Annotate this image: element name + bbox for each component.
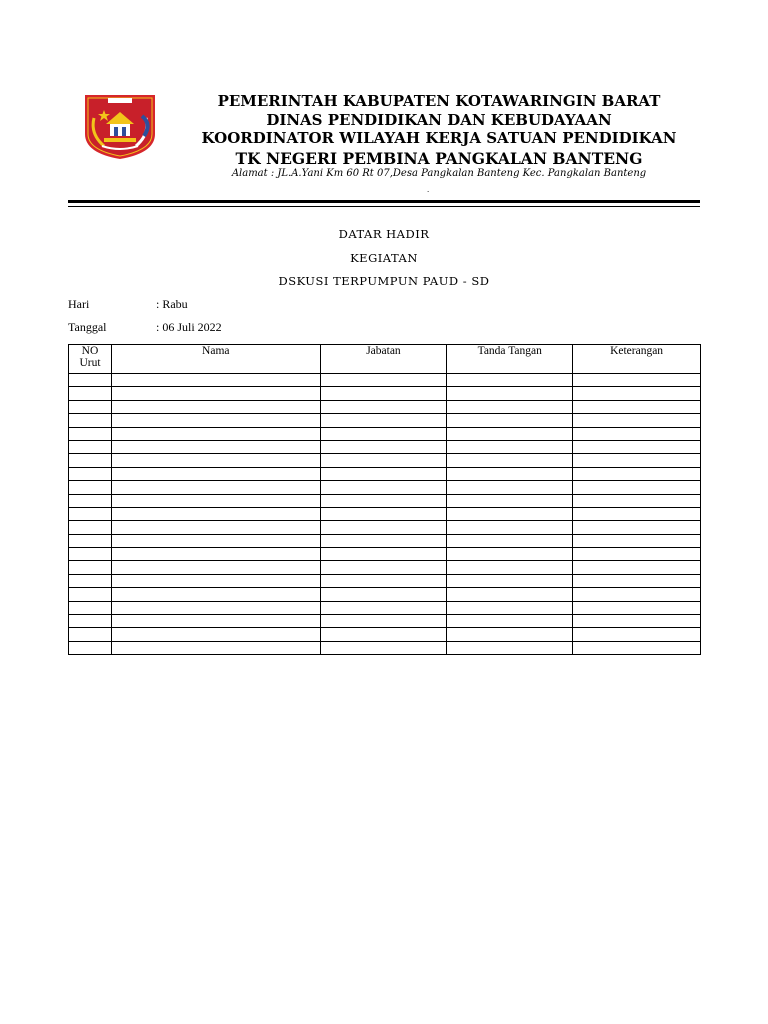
table-cell[interactable]	[69, 387, 112, 400]
table-cell[interactable]	[111, 628, 320, 641]
table-cell[interactable]	[573, 427, 701, 440]
table-cell[interactable]	[573, 601, 701, 614]
table-cell[interactable]	[69, 548, 112, 561]
table-cell[interactable]	[111, 427, 320, 440]
table-cell[interactable]	[320, 548, 447, 561]
table-cell[interactable]	[320, 615, 447, 628]
table-cell[interactable]	[447, 641, 573, 654]
table-cell[interactable]	[320, 481, 447, 494]
table-cell[interactable]	[573, 494, 701, 507]
table-cell[interactable]	[447, 561, 573, 574]
table-cell[interactable]	[69, 601, 112, 614]
table-cell[interactable]	[320, 507, 447, 520]
table-row	[69, 588, 701, 601]
table-row	[69, 481, 701, 494]
table-cell[interactable]	[447, 467, 573, 480]
table-cell[interactable]	[111, 440, 320, 453]
table-cell[interactable]	[320, 588, 447, 601]
hari-value: : Rabu	[156, 297, 188, 311]
table-row	[69, 521, 701, 534]
table-cell[interactable]	[111, 574, 320, 587]
table-cell[interactable]	[111, 481, 320, 494]
table-row	[69, 548, 701, 561]
activity-name: DSKUSI TERPUMPUN PAUD - SD	[278, 274, 490, 288]
table-cell[interactable]	[573, 628, 701, 641]
table-cell[interactable]	[111, 548, 320, 561]
table-cell[interactable]	[111, 615, 320, 628]
table-row	[69, 494, 701, 507]
table-cell[interactable]	[573, 561, 701, 574]
table-cell[interactable]	[573, 481, 701, 494]
table-cell[interactable]	[111, 454, 320, 467]
table-row	[69, 641, 701, 654]
table-cell[interactable]	[447, 548, 573, 561]
tanggal-value: : 06 Juli 2022	[156, 320, 222, 334]
table-cell[interactable]	[320, 414, 447, 427]
table-cell[interactable]	[69, 521, 112, 534]
table-cell[interactable]	[573, 400, 701, 413]
table-cell[interactable]	[69, 427, 112, 440]
table-cell[interactable]	[69, 561, 112, 574]
table-cell[interactable]	[111, 534, 320, 547]
table-cell[interactable]	[111, 561, 320, 574]
table-row	[69, 507, 701, 520]
header-government-line: PEMERINTAH KABUPATEN KOTAWARINGIN BARAT	[217, 92, 661, 110]
table-cell[interactable]	[573, 374, 701, 387]
table-cell[interactable]	[69, 574, 112, 587]
table-cell[interactable]	[69, 628, 112, 641]
table-cell[interactable]	[447, 400, 573, 413]
table-cell[interactable]	[573, 454, 701, 467]
table-cell[interactable]	[69, 641, 112, 654]
column-header-no-urut: NO Urut	[69, 345, 112, 374]
table-cell[interactable]	[573, 467, 701, 480]
table-cell[interactable]	[447, 534, 573, 547]
table-cell[interactable]	[320, 374, 447, 387]
table-row	[69, 414, 701, 427]
hari-label: Hari	[68, 297, 90, 311]
table-cell[interactable]	[69, 400, 112, 413]
table-cell[interactable]	[111, 414, 320, 427]
table-cell[interactable]	[69, 481, 112, 494]
table-cell[interactable]	[111, 521, 320, 534]
header-school-name: TK NEGERI PEMBINA PANGKALAN BANTENG	[235, 149, 643, 168]
table-cell[interactable]	[573, 521, 701, 534]
table-row	[69, 440, 701, 453]
table-cell[interactable]	[573, 534, 701, 547]
table-row	[69, 387, 701, 400]
table-cell[interactable]	[573, 588, 701, 601]
table-cell[interactable]	[111, 374, 320, 387]
table-cell[interactable]	[447, 427, 573, 440]
table-cell[interactable]	[573, 440, 701, 453]
table-cell[interactable]	[573, 548, 701, 561]
table-header-row	[69, 345, 701, 374]
table-cell[interactable]	[69, 615, 112, 628]
document-title: DATAR HADIR	[338, 227, 430, 241]
table-row	[69, 574, 701, 587]
table-cell[interactable]	[573, 414, 701, 427]
table-cell[interactable]	[111, 387, 320, 400]
table-cell[interactable]	[447, 507, 573, 520]
header-dot: .	[427, 186, 430, 194]
table-cell[interactable]	[447, 574, 573, 587]
table-row	[69, 400, 701, 413]
table-cell[interactable]	[320, 628, 447, 641]
table-row	[69, 534, 701, 547]
table-row	[69, 628, 701, 641]
column-header-jabatan: Jabatan	[320, 345, 447, 374]
table-cell[interactable]	[320, 440, 447, 453]
table-cell[interactable]	[111, 641, 320, 654]
table-cell[interactable]	[447, 628, 573, 641]
attendance-table	[68, 344, 701, 655]
table-row	[69, 467, 701, 480]
attendance-table-body	[69, 374, 701, 655]
tanggal-label: Tanggal	[68, 320, 107, 334]
table-cell[interactable]	[320, 561, 447, 574]
table-cell[interactable]	[573, 387, 701, 400]
table-row	[69, 454, 701, 467]
table-cell[interactable]	[573, 574, 701, 587]
table-cell[interactable]	[447, 374, 573, 387]
table-row	[69, 427, 701, 440]
column-header-tanda-tangan: Tanda Tangan	[447, 345, 573, 374]
table-cell[interactable]	[111, 467, 320, 480]
table-cell[interactable]	[573, 615, 701, 628]
table-cell[interactable]	[69, 588, 112, 601]
table-cell[interactable]	[111, 601, 320, 614]
table-cell[interactable]	[320, 400, 447, 413]
table-cell[interactable]	[447, 440, 573, 453]
header-divider-thick	[68, 200, 700, 203]
table-cell[interactable]	[111, 588, 320, 601]
table-row	[69, 374, 701, 387]
column-header-keterangan: Keterangan	[573, 345, 701, 374]
table-cell[interactable]	[320, 534, 447, 547]
table-cell[interactable]	[320, 494, 447, 507]
table-row	[69, 561, 701, 574]
table-row	[69, 615, 701, 628]
document-subtitle: KEGIATAN	[350, 251, 418, 265]
table-cell[interactable]	[573, 641, 701, 654]
table-cell[interactable]	[111, 400, 320, 413]
header-address: Alamat : JL.A.Yani Km 60 Rt 07,Desa Pangkalan Banteng Kec. Pangkalan Banteng	[231, 168, 647, 179]
table-cell[interactable]	[447, 481, 573, 494]
table-cell[interactable]	[447, 615, 573, 628]
table-cell[interactable]	[320, 641, 447, 654]
table-cell[interactable]	[320, 467, 447, 480]
table-cell[interactable]	[111, 507, 320, 520]
table-cell[interactable]	[447, 601, 573, 614]
table-cell[interactable]	[69, 454, 112, 467]
table-cell[interactable]	[447, 414, 573, 427]
table-cell[interactable]	[69, 507, 112, 520]
header-divider-thin	[68, 206, 700, 207]
table-cell[interactable]	[69, 414, 112, 427]
table-cell[interactable]	[69, 374, 112, 387]
regency-emblem-logo	[80, 90, 160, 162]
table-cell[interactable]	[69, 534, 112, 547]
table-cell[interactable]	[320, 427, 447, 440]
table-cell[interactable]	[320, 387, 447, 400]
table-row	[69, 601, 701, 614]
table-cell[interactable]	[320, 574, 447, 587]
table-cell[interactable]	[447, 454, 573, 467]
table-cell[interactable]	[111, 494, 320, 507]
header-coordinator-line: KOORDINATOR WILAYAH KERJA SATUAN PENDIDIKAN	[201, 129, 677, 147]
table-cell[interactable]	[320, 601, 447, 614]
table-cell[interactable]	[447, 387, 573, 400]
table-cell[interactable]	[320, 454, 447, 467]
table-cell[interactable]	[573, 507, 701, 520]
table-cell[interactable]	[69, 467, 112, 480]
table-cell[interactable]	[320, 521, 447, 534]
table-cell[interactable]	[447, 521, 573, 534]
table-cell[interactable]	[69, 440, 112, 453]
table-cell[interactable]	[69, 494, 112, 507]
header-agency-line: DINAS PENDIDIKAN DAN KEBUDAYAAN	[266, 111, 612, 129]
column-header-nama: Nama	[111, 345, 320, 374]
table-cell[interactable]	[447, 494, 573, 507]
table-cell[interactable]	[447, 588, 573, 601]
